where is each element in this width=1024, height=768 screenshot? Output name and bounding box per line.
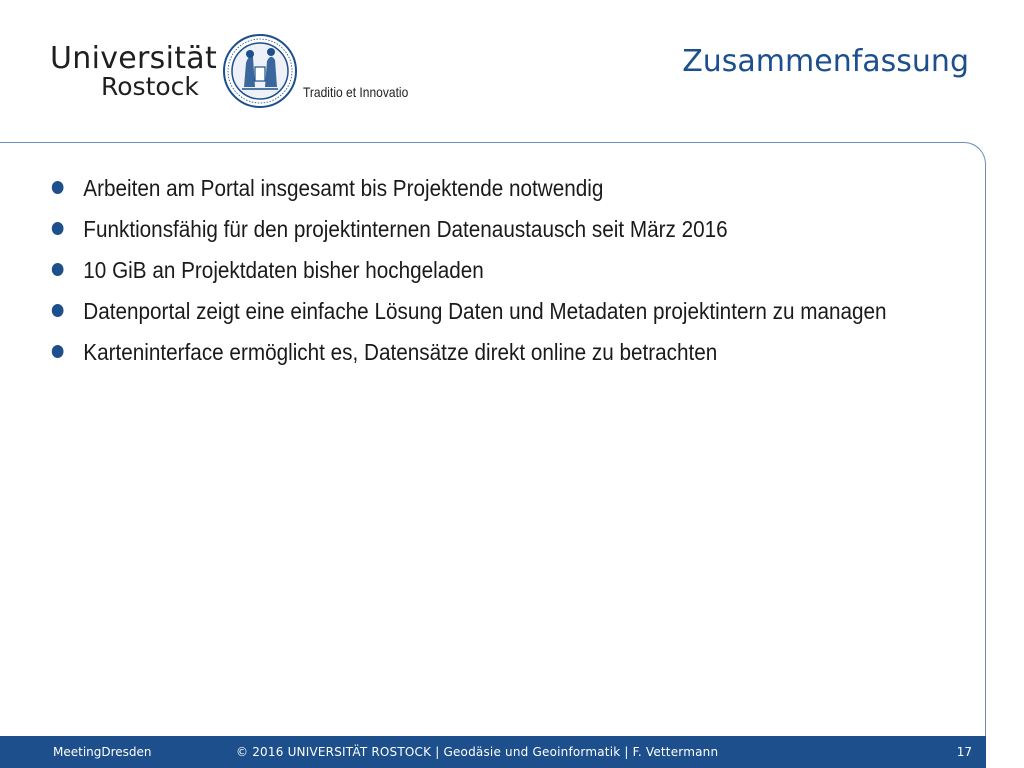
footer-bar	[0, 736, 986, 768]
bullet-dot-icon	[52, 345, 64, 358]
bullet-text: Karteninterface ermöglicht es, Datensätze direkt online zu betrachten	[83, 339, 718, 365]
logo-line2: Rostock	[101, 72, 199, 101]
bullet-list	[50, 172, 930, 377]
bullet-dot-icon	[52, 263, 64, 276]
bullet-item	[50, 172, 947, 204]
bullet-text: Arbeiten am Portal insgesamt bis Projektende notwendig	[83, 175, 604, 201]
bullet-item	[50, 295, 947, 327]
bullet-item	[50, 254, 947, 286]
bullet-dot-icon	[52, 304, 64, 317]
bullet-text: Funktionsfähig für den projektinternen Datenaustausch seit März 2016	[83, 216, 728, 242]
university-motto: Traditio et Innovatio	[303, 84, 409, 100]
footer-copyright: © 2016 UNIVERSITÄT ROSTOCK | Geodäsie und Geoinformatik | F. Vettermann	[236, 745, 719, 759]
bullet-dot-icon	[52, 222, 64, 235]
page-number: 17	[956, 745, 972, 759]
university-seal-icon	[222, 33, 298, 109]
logo-line1: Universität	[50, 41, 218, 76]
bullet-text: 10 GiB an Projektdaten bisher hochgeladen	[83, 257, 484, 283]
slide-title: Zusammenfassung	[682, 44, 969, 79]
bullet-dot-icon	[52, 181, 64, 194]
bullet-item	[50, 213, 947, 245]
bullet-item	[50, 336, 947, 368]
university-logo	[50, 41, 218, 101]
footer-event: MeetingDresden	[53, 745, 152, 759]
bullet-text: Datenportal zeigt eine einfache Lösung Daten und Metadaten projektintern zu managen	[83, 298, 887, 324]
